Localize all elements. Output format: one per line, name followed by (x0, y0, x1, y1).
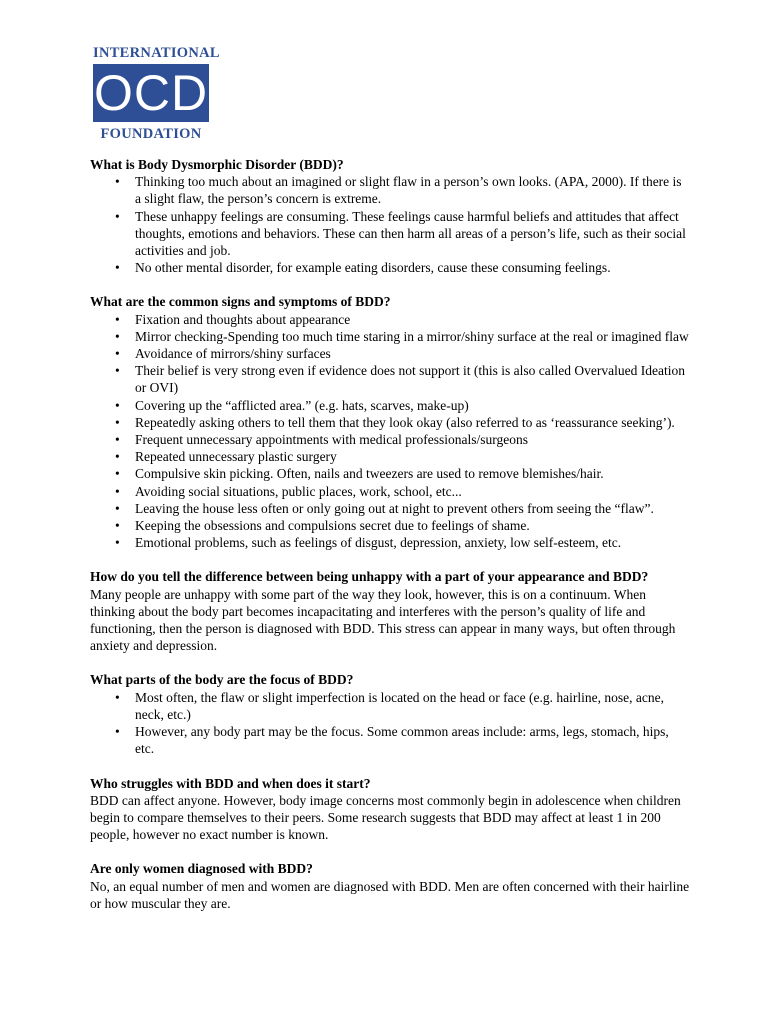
list-item-text: Thinking too much about an imagined or slight flaw in a person’s own looks. (APA, 2000). If there is a slight flaw, the person’s concern is extreme. (135, 174, 682, 207)
list-item (90, 483, 690, 500)
bullet-list (90, 689, 690, 758)
section (90, 671, 690, 757)
section (90, 860, 690, 912)
section (90, 775, 690, 844)
section-heading: Are only women diagnosed with BDD? (90, 861, 313, 877)
list-item-text: Covering up the “afflicted area.” (e.g. hats, scarves, make-up) (135, 397, 469, 413)
bullet-icon: • (115, 466, 120, 482)
bullet-icon: • (115, 363, 120, 379)
section-heading: Who struggles with BDD and when does it start? (90, 775, 371, 791)
list-item (90, 173, 690, 207)
section-paragraph: No, an equal number of men and women are diagnosed with BDD. Men are often concerned with their hairline or how muscular they are. (90, 878, 690, 911)
list-item-text: Repeatedly asking others to tell them that they look okay (also referred to as ‘reassurance seeking’). (135, 414, 675, 430)
list-item-text: Fixation and thoughts about appearance (135, 311, 351, 327)
list-item (90, 311, 690, 328)
bullet-icon: • (115, 483, 120, 499)
bullet-icon: • (115, 449, 120, 465)
list-item-text: Avoidance of mirrors/shiny surfaces (135, 346, 331, 362)
section-heading: How do you tell the difference between being unhappy with a part of your appearance and BDD? (90, 569, 649, 585)
list-item-text: Keeping the obsessions and compulsions secret due to feelings of shame. (135, 518, 530, 534)
list-item-text: Compulsive skin picking. Often, nails and tweezers are used to remove blemishes/hair. (135, 466, 604, 482)
ocd-foundation-logo (93, 45, 220, 142)
bullet-list (90, 173, 690, 276)
bullet-icon: • (115, 518, 120, 534)
list-item-text: No other mental disorder, for example eating disorders, cause these consuming feelings. (135, 260, 611, 276)
list-item-text: Avoiding social situations, public places, work, school, etc... (135, 483, 462, 499)
bullet-icon: • (115, 208, 120, 224)
list-item-text: Leaving the house less often or only going out at night to prevent others from seeing the “flaw”. (135, 500, 654, 516)
bullet-icon: • (115, 174, 120, 190)
bullet-icon: • (115, 500, 120, 516)
bullet-icon: • (115, 535, 120, 551)
bullet-icon: • (115, 397, 120, 413)
bullet-icon: • (115, 260, 120, 276)
list-item (90, 328, 690, 345)
bullet-icon: • (115, 328, 120, 344)
logo-bottom-text: FOUNDATION (100, 126, 202, 142)
bullet-icon: • (115, 432, 120, 448)
bullet-icon: • (115, 311, 120, 327)
list-item (90, 465, 690, 482)
list-item (90, 500, 690, 517)
list-item-text: These unhappy feelings are consuming. These feelings cause harmful beliefs and attitudes that affect thoughts, emotions and behaviors. These can then harm all areas of a person’s life, such as their social activities and job. (135, 208, 686, 259)
section (90, 293, 690, 551)
bullet-list (90, 311, 690, 552)
list-item (90, 362, 690, 396)
list-item-text: Emotional problems, such as feelings of disgust, depression, anxiety, low self-esteem, etc. (135, 535, 622, 551)
list-item-text: Their belief is very strong even if evidence does not support it (this is also called Overvalued Ideation or OVI) (135, 363, 685, 396)
bullet-icon: • (115, 346, 120, 362)
bullet-icon: • (115, 689, 120, 705)
list-item (90, 448, 690, 465)
list-item (90, 689, 690, 723)
list-item (90, 259, 690, 276)
section-heading: What parts of the body are the focus of BDD? (90, 672, 354, 688)
section-heading: What is Body Dysmorphic Disorder (BDD)? (90, 157, 344, 172)
list-item (90, 414, 690, 431)
section (90, 156, 690, 276)
list-item-text: Most often, the flaw or slight imperfection is located on the head or face (e.g. hairline, nose, acne, neck, etc.) (135, 689, 664, 722)
bullet-icon: • (115, 724, 120, 740)
list-item (90, 345, 690, 362)
logo-box (93, 64, 209, 122)
list-item (90, 723, 690, 757)
logo-top-text: INTERNATIONAL (93, 45, 220, 61)
list-item (90, 534, 690, 551)
list-item-text: Repeated unnecessary plastic surgery (135, 449, 337, 465)
list-item-text: Frequent unnecessary appointments with medical professionals/surgeons (135, 432, 529, 448)
list-item-text: Mirror checking-Spending too much time staring in a mirror/shiny surface at the real or imagined flaw (135, 328, 689, 344)
list-item (90, 397, 690, 414)
list-item (90, 208, 690, 260)
section-paragraph: Many people are unhappy with some part of the way they look, however, this is on a continuum. When thinking about the body part becomes incapacitating and interferes with the person’s quality of life and functioning, then the person is diagnosed with BDD. This stress can appear in many ways, but often through anxiety and depression. (90, 586, 676, 654)
document-body (90, 156, 690, 929)
section (90, 568, 690, 654)
list-item (90, 431, 690, 448)
list-item-text: However, any body part may be the focus. Some common areas include: arms, legs, stomach, hips, etc. (135, 724, 669, 757)
bullet-icon: • (115, 414, 120, 430)
logo-middle-text: OCD (93, 65, 209, 121)
section-heading: What are the common signs and symptoms of BDD? (90, 294, 391, 310)
list-item (90, 517, 690, 534)
section-paragraph: BDD can affect anyone. However, body image concerns most commonly begin in adolescence when children begin to compare themselves to their peers. Some research suggests that BDD may affect at least 1 in 200 people, however no exact number is known. (90, 792, 681, 843)
